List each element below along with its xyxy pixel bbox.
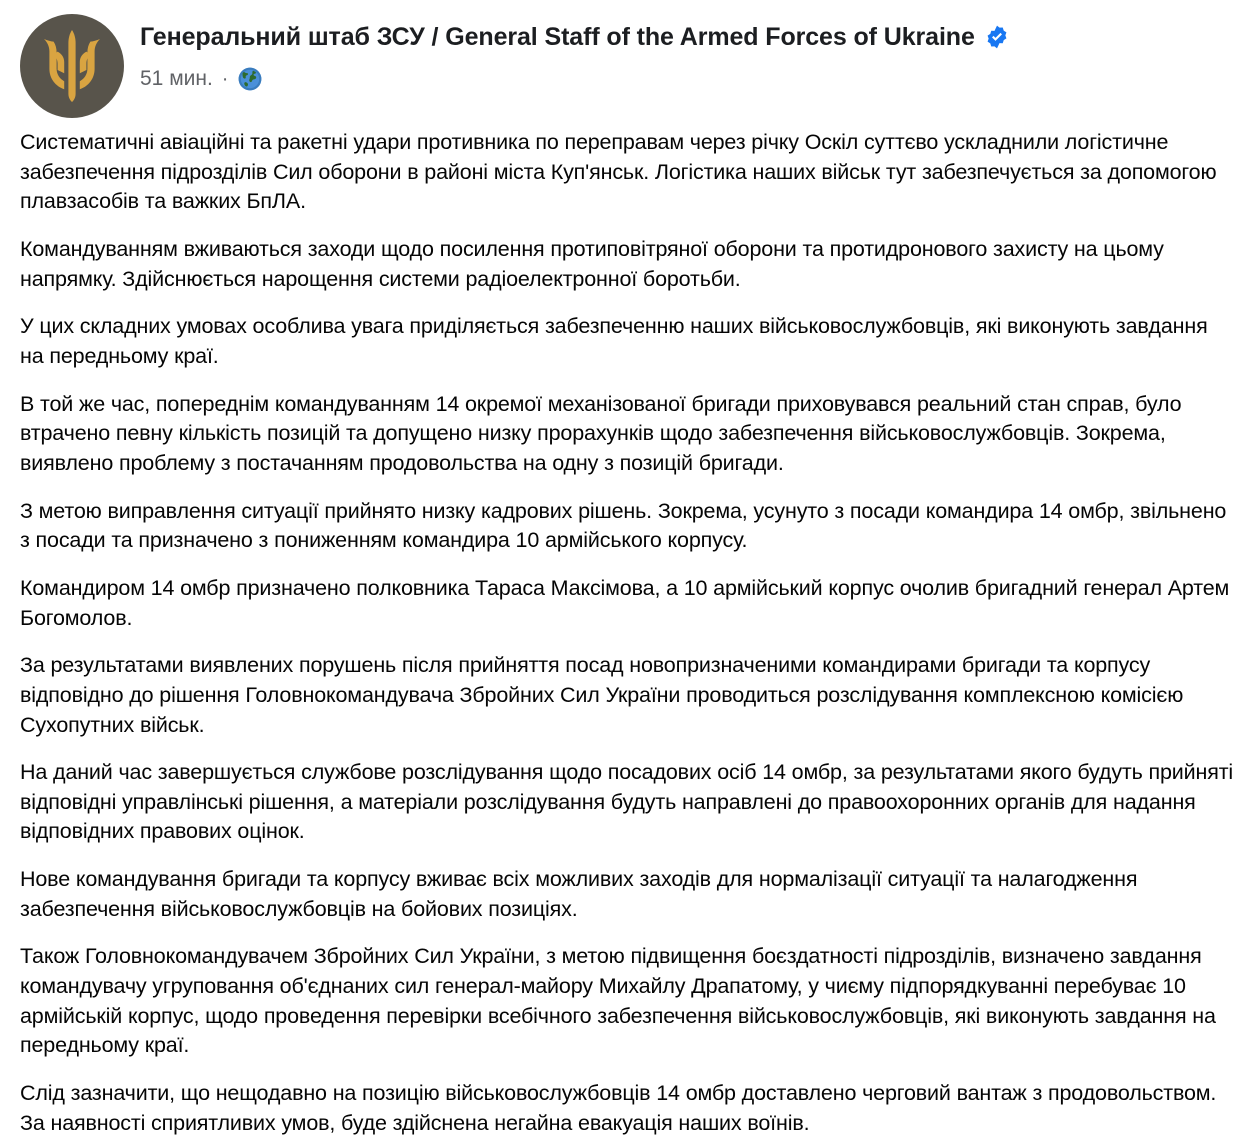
post-paragraph: Нове командування бригади та корпусу вживає всіх можливих заходів для нормалізації ситуації та налагодження забезпечення військовослужбовців на бойових позиціях. [20, 867, 1138, 921]
post-paragraph: В той же час, попереднім командуванням 14 окремої механізованої бригади приховувався реальний стан справ, було втрачено певну кількість позицій та допущено низку прорахунків щодо забезпечення військовослужбовців. Зокрема, виявлено проблему з постачанням продовольства на одну з позицій бригади. [20, 391, 1182, 475]
globe-icon[interactable] [237, 66, 263, 92]
post-paragraph: Також Головнокомандувачем Збройних Сил України, з метою підвищення боєздатності підрозділів, визначено завдання командувачу угруповання об'єднаних сил генерал-майору Михайлу Драпатому, у чиєму підпорядкуванні перебуває 10 армійській корпус, щодо проведення перевірки всебічного забезпечення військовослужбовців, які виконують завдання на передньому краї. [20, 944, 1216, 1058]
title-row [140, 22, 1234, 52]
page-title[interactable]: Генеральний штаб ЗСУ / General Staff of the Armed Forces of Ukraine [140, 23, 975, 51]
post-paragraph: Систематичні авіаційні та ракетні удари противника по переправам через річку Оскіл суттєво ускладнили логістичне забезпечення підрозділів Сил оборони в районі міста Куп'янськ. Логістика наших військ тут забезпечується за допомогою плавзасобів та важких БпЛА. [20, 130, 1217, 214]
post-paragraph: Командиром 14 омбр призначено полковника Тараса Максімова, а 10 армійський корпус очолив бригадний генерал Артем Богомолов. [20, 575, 1230, 630]
post-meta [140, 66, 1234, 92]
post-paragraph: За результатами виявлених порушень після прийняття посад новопризначеними командирами бригади та корпусу відповідно до рішення Головнокомандувача Збройних Сил України проводиться розслідування комплексною комісією Сухопутних військ. [20, 653, 1184, 737]
post-body [20, 124, 1234, 1138]
header-text-block [140, 14, 1234, 92]
verified-badge-icon [984, 24, 1010, 50]
ukraine-trident-emblem-icon [41, 30, 103, 102]
post-paragraph: Командуванням вживаються заходи щодо посилення протиповітряної оборони та протидронового захисту на цьому напрямку. Здійснюється нарощення системи радіоелектронної боротьби. [20, 236, 1164, 291]
post-paragraph: У цих складних умовах особлива увага приділяється забезпеченню наших військовослужбовців, які виконують завдання на передньому краї. [20, 314, 1208, 368]
post-timestamp[interactable]: 51 мин. [140, 67, 213, 90]
avatar[interactable] [20, 14, 124, 118]
post-paragraph: На даний час завершується службове розслідування щодо посадових осіб 14 омбр, за результатами якого будуть прийняті відповідні управлінські рішення, а матеріали розслідування будуть направлені до правоохоронних органів для надання відповідних правових оцінок. [20, 760, 1234, 844]
post-paragraph: Слід зазначити, що нещодавно на позицію військовослужбовців 14 омбр доставлено черговий вантаж з продовольством. За наявності сприятливих умов, буде здійснена негайна евакуація наших воїнів. [20, 1081, 1217, 1135]
post-header [20, 14, 1234, 124]
meta-separator: · [221, 68, 229, 90]
post-paragraph: З метою виправлення ситуації прийнято низку кадрових рішень. Зокрема, усунуто з посади командира 14 омбр, звільнено з посади та призначено з пониженням командира 10 армійського корпусу. [20, 498, 1227, 553]
